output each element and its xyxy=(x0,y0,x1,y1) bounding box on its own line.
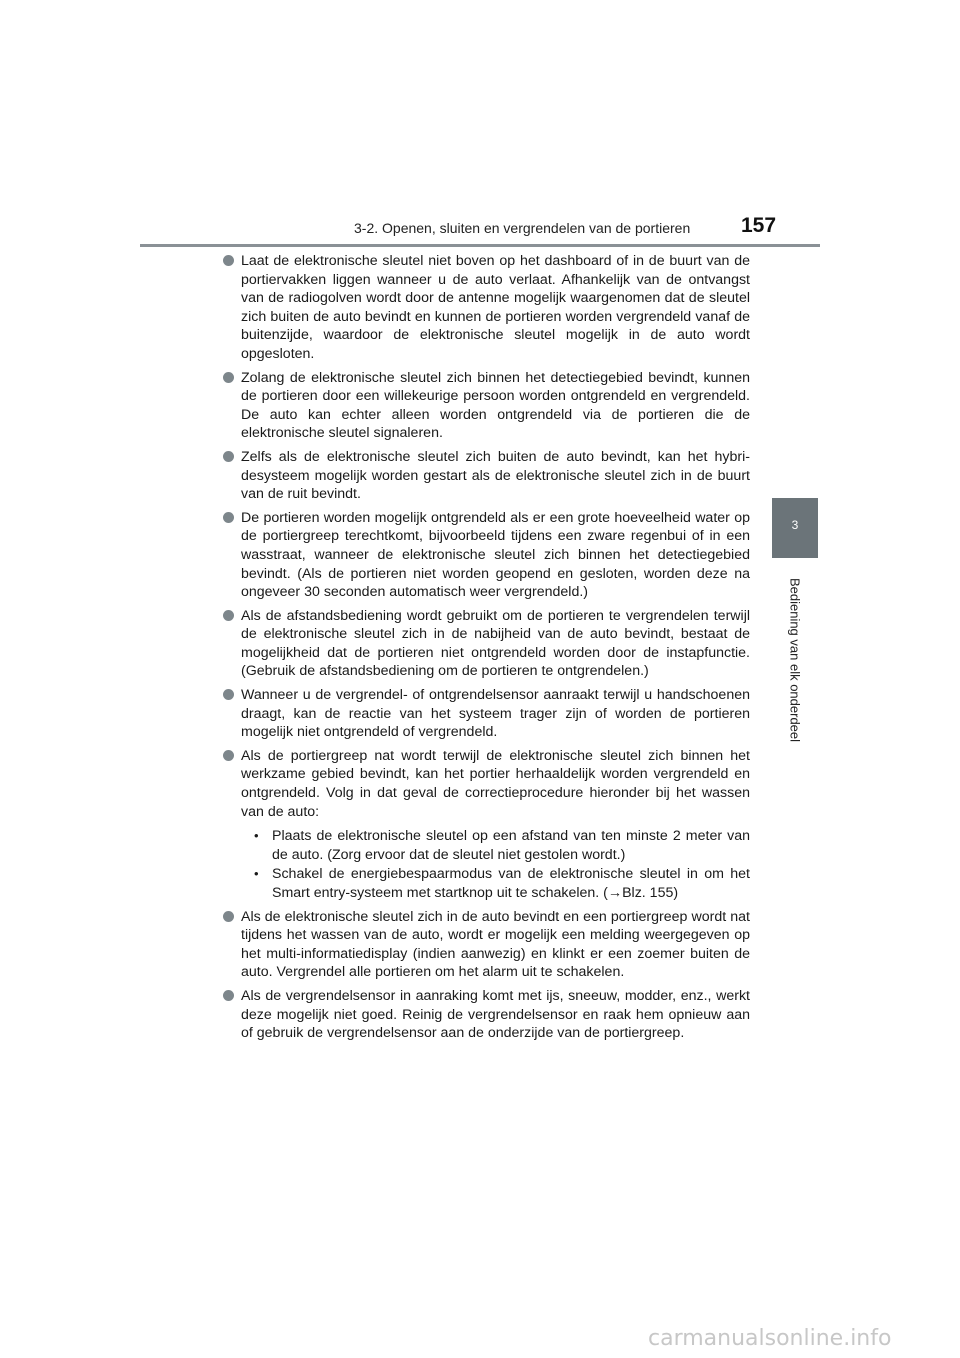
sub-bullet-icon: • xyxy=(254,866,259,882)
page-number: 157 xyxy=(741,214,777,237)
sub-item-text: Schakel de energiebespaarmodus van de elektronische sleutel in om het Smart entry-systeem met startknop uit te schakelen. (→Blz. 155) xyxy=(272,866,750,901)
bullet-item xyxy=(222,686,750,742)
bullet-dot-icon xyxy=(223,610,234,621)
bullet-dot-icon xyxy=(223,911,234,922)
header-divider xyxy=(140,244,820,247)
bullet-item xyxy=(222,369,750,443)
chapter-label: Bediening van elk onderdeel xyxy=(787,577,803,743)
bullet-text: Wanneer u de vergrendel- of ontgrendelsensor aanraakt terwijl u handschoenen draagt, kan de reactie van het systeem trager zijn of worden de portieren mogelijk niet ontgrendeld of vergrendeld. xyxy=(241,687,750,741)
watermark: carmanualsonline.info xyxy=(648,1326,892,1351)
bullet-text: Als de vergrendelsensor in aanraking komt met ijs, sneeuw, modder, enz., werkt deze mogelijk niet goed. Reinig de vergrendelsensor en raak hem opnieuw aan of gebruik de vergrendelsensor aan de onderzijde van de portiergreep. xyxy=(241,987,750,1042)
bullet-text: Zelfs als de elektronische sleutel zich buiten de auto bevindt, kan het hybridesysteem mogelijk worden gestart als de elektronische sleutel zich in de buurt van de ruit bevindt. xyxy=(241,448,750,503)
bullet-item xyxy=(222,747,750,903)
section-title: 3-2. Openen, sluiten en vergrendelen van de portieren xyxy=(354,220,691,236)
sub-item-text: Plaats de elektronische sleutel op een afstand van ten minste 2 meter van de auto. (Zorg ervoor dat de sleutel niet gestolen wordt.) xyxy=(272,828,750,863)
bullet-dot-icon xyxy=(223,255,234,266)
bullet-item xyxy=(222,908,750,982)
sub-list xyxy=(241,827,750,902)
bullet-text: Als de afstandsbediening wordt gebruikt om de portieren te vergrendelen terwijl de elektronische sleutel zich in de nabijheid van de auto bevindt, bestaat de mogelijkheid dat de portieren niet ontgrendeld worden door de instapfunctie. (Gebruik de afstandsbediening om de portieren te ontgrendelen.) xyxy=(241,607,750,680)
sub-list-item xyxy=(241,827,750,864)
bullet-text: Als de portiergreep nat wordt terwijl de elektronische sleutel zich binnen het werkzame gebied bevindt, kan het portier herhaaldelijk worden vergrendeld en ontgrendeld. Volg in dat geval de correctieprocedure hieronder bij het wassen van de auto: xyxy=(241,747,750,820)
bullet-list xyxy=(222,252,750,1048)
bullet-text: De portieren worden mogelijk ontgrendeld als er een grote hoeveelheid water op de portiergreep terechtkomt, bijvoorbeeld tijdens een zware regenbui of in een wasstraat, wanneer de elektronische sleutel zich binnen het detectiegebied bevindt. (Als de portieren niet worden geopend en gesloten, worden deze na ongeveer 30 seconden automatisch weer vergrendeld.) xyxy=(241,509,750,601)
bullet-text: Als de elektronische sleutel zich in de auto bevindt en een portiergreep wordt nat tijdens het wassen van de auto, wordt er mogelijk een melding weergegeven op het multi-informatiedisplay (indien aanwezig) en klinkt er een zoemer buiten de auto. Vergrendel alle portieren om het alarm uit te schakelen. xyxy=(241,908,750,981)
bullet-item xyxy=(222,448,750,504)
bullet-dot-icon xyxy=(223,689,234,700)
chapter-number: 3 xyxy=(791,518,799,532)
bullet-dot-icon xyxy=(223,750,234,761)
bullet-text: Laat de elektronische sleutel niet boven op het dashboard of in de buurt van de portiervakken liggen wanneer u de auto verlaat. Afhankelijk van de ontvangst van de radiogolven wordt door de antenne mogelijk waargenomen dat de sleutel zich buiten de auto bevindt en kunnen de portieren worden vergrendeld vanaf de buitenzijde, waardoor de elektronische sleutel mogelijk in de auto wordt opgesloten. xyxy=(241,253,750,362)
bullet-dot-icon xyxy=(223,451,234,462)
chapter-tab[interactable] xyxy=(772,498,818,558)
bullet-item xyxy=(222,509,750,602)
sub-bullet-icon: • xyxy=(254,828,259,844)
sub-list-item xyxy=(241,865,750,902)
bullet-item xyxy=(222,252,750,364)
bullet-dot-icon xyxy=(223,512,234,523)
bullet-item xyxy=(222,987,750,1043)
bullet-item xyxy=(222,607,750,681)
bullet-text: Zolang de elektronische sleutel zich binnen het detectiegebied bevindt, kunnen de portieren door een willekeurige persoon worden ontgrendeld en vergrendeld. De auto kan echter alleen worden ontgrendeld via de portieren die de elektronische sleutel signaleren. xyxy=(241,369,750,442)
bullet-dot-icon xyxy=(223,990,234,1001)
bullet-dot-icon xyxy=(223,372,234,383)
